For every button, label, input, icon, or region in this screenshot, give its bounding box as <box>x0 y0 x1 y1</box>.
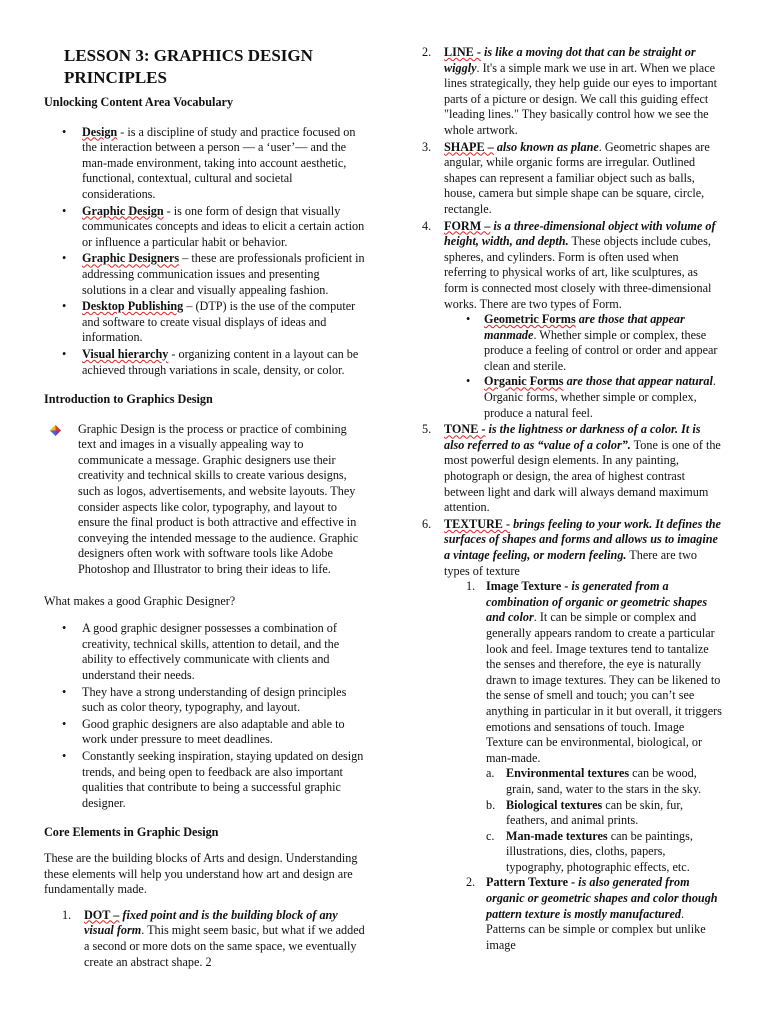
vocab-item <box>82 125 366 203</box>
element-definition: is a three-dimensional object with volume of height, width, and depth. <box>444 218 716 249</box>
vocab-definition: - organizing content in a layout can be achieved through variations in scale, density, or color. <box>82 346 359 377</box>
element-dot <box>62 908 366 970</box>
intro-paragraph: Graphic Design is the process or practice of combining text and images in a visually appealing way to communicate a message. Graphic designers use their creativity and technical skills to create various designs, such as logos, advertisements, and website layouts. They consider aspects like color, typography, and layout to ensure the final product is both attractive and effective in conveying the intended message to the audience. Graphic designers often work with software tools like Adobe Photoshop and Illustrator to bring their ideas to life. <box>78 421 359 577</box>
vocab-item <box>82 251 366 298</box>
kind-text: can be wood, grain, sand, water to the stars in the sky. <box>506 766 702 796</box>
vocab-term: Design <box>82 124 118 139</box>
texture-type-number: 1. <box>466 579 476 594</box>
kind-term: Environmental textures <box>506 766 630 781</box>
element-term: DOT – <box>84 907 120 922</box>
core-intro: These are the building blocks of Arts and design. Understanding these elements will help you understand how art and design are fundamentally made. <box>44 850 358 897</box>
element-tone <box>422 422 722 516</box>
element-definition: fixed point and is the building block of any visual form <box>84 907 338 938</box>
form-type-definition: are those that appear natural <box>563 374 713 389</box>
vocab-definition: - is one form of design that visually communicates concepts and ideas to elicit a certain action or influence a particular habit or behavior. <box>82 203 365 249</box>
vocab-item <box>82 347 366 378</box>
element-definition: is like a moving dot that can be straight or wiggly <box>444 45 696 75</box>
element-number: 4. <box>422 218 432 233</box>
element-term: FORM – <box>444 218 491 233</box>
kind-term: Biological textures <box>506 797 603 812</box>
element-text: . This might seem basic, but what if we added a second or more dots on the same space, we eventually create an abstract shape. 2 <box>84 923 365 969</box>
core-elements-list-right <box>422 45 722 953</box>
image-texture-kind <box>486 766 722 797</box>
form-type-item <box>484 312 722 374</box>
element-number: 2. <box>422 45 432 59</box>
element-definition: also known as plane <box>493 139 599 154</box>
element-definition: brings feeling to your work. It defines the surfaces of shapes and forms and allows us to imagine a vintage feeling, or modern feeling. <box>444 516 721 562</box>
texture-type-number: 2. <box>466 875 476 890</box>
right-column <box>422 0 722 954</box>
element-text: . Geometric shapes are angular, while organic forms are irregular. Outlined shapes can represent a familiar object such as balls, house, camera but simple shape can be square, circle, rectangle. <box>444 139 710 216</box>
texture-type-text: . It can be simple or complex and generally appears random to create a particular look and feel. Image textures tend to tantalize the senses and therefore, the eye is naturally drawn to image textures. They can be likened to the sense of smell and touch; you can’t see anything in particular in it but overall, it triggers emotions and sensations of touch. Image Texture can be environmental, biological, or man-made. <box>486 610 722 765</box>
element-text: Tone is one of the most powerful design elements. In any painting, photograph or design, the area of highest contrast between light and dark will always demand maximum attention. <box>444 437 721 515</box>
texture-type-item <box>466 875 722 953</box>
texture-type-definition: - is also generated from organic or geometric shapes and color though pattern texture is mostly manufactured <box>486 875 718 921</box>
element-number: 3. <box>422 139 432 154</box>
good-designer-heading: What makes a good Graphic Designer? <box>44 593 236 608</box>
element-number: 5. <box>422 422 432 437</box>
form-type-text: . Whether simple or complex, these produce a feeling of control or order and appear clean and sterile. <box>484 327 718 373</box>
element-text: These objects include cubes, spheres, and cylinders. Form is often used when referring to physical works of art, like sculptures, as form is connected most closely with three-dimensional works. There are two types of Form. <box>444 234 712 311</box>
vocab-heading: Unlocking Content Area Vocabulary <box>44 95 234 109</box>
element-number: 1. <box>62 907 72 922</box>
vocab-term: Desktop Publishing <box>82 299 184 314</box>
element-number: 6. <box>422 516 432 531</box>
form-type-term: Geometric Forms <box>484 312 576 327</box>
vocab-term: Graphic Designers <box>82 251 180 266</box>
element-term: TEXTURE - <box>444 516 511 531</box>
image-texture-kinds-list <box>486 766 722 875</box>
element-term: SHAPE – <box>444 139 494 154</box>
intro-heading: Introduction to Graphics Design <box>44 392 213 407</box>
element-texture <box>422 517 722 954</box>
element-term: TONE - <box>444 422 486 437</box>
texture-type-text: . Patterns can be simple or complex but unlike image <box>486 906 706 952</box>
kind-text: can be paintings, illustrations, dies, cloths, papers, typography, photographic effects, etc. <box>506 828 693 874</box>
vocab-definition: – these are professionals proficient in addressing communication issues and presenting solutions in a clear and visually appealing fashion. <box>82 251 365 297</box>
element-line <box>422 45 722 139</box>
form-type-term: Organic Forms <box>484 374 564 389</box>
texture-type-term: Image Texture <box>486 579 562 594</box>
good-designer-item: • A good graphic designer possesses a combination of creativity, technical skills, attention to detail, and the ability to effectively communicate with clients and understand their needs. <box>82 621 366 683</box>
texture-type-item <box>466 579 722 875</box>
vocab-definition: - is a discipline of study and practice focused on the interaction between a person — a ‘user’— and the man-made environment, taking into account aesthetic, functional, contextual, cultural and societal considerations. <box>82 124 356 201</box>
element-definition: is the lightness or darkness of a color. It is also referred to as “value of a color”. <box>444 422 701 452</box>
image-texture-kind <box>486 797 722 829</box>
element-form <box>422 219 722 422</box>
vocab-term: Visual hierarchy <box>82 346 169 361</box>
kind-term: Man-made textures <box>506 828 608 843</box>
good-designer-item: • Good graphic designers are also adaptable and able to work under pressure to meet deadlines. <box>82 717 366 748</box>
element-text: . It's a simple mark we use in art. When we place lines strategically, they help guide our eyes to important parts of a picture or design. We call this guiding effect "leading lines." They basically control how we see the whole artwork. <box>444 60 718 137</box>
good-designer-list <box>44 621 366 811</box>
vocab-definition: – (DTP) is the use of the computer and software to create visual displays of ideas and information. <box>82 299 356 345</box>
diamond-bullet-icon <box>50 425 61 436</box>
kind-letter: a. <box>486 766 495 781</box>
kind-letter: b. <box>486 797 496 812</box>
good-designer-item: • Constantly seeking inspiration, staying updated on design trends, and being open to feedback are also important qualities that contribute to being a successful graphic designer. <box>82 749 366 811</box>
good-designer-item: • They have a strong understanding of design principles such as color theory, typography, and layout. <box>82 685 366 716</box>
kind-letter: c. <box>486 828 495 843</box>
element-text: There are two types of texture <box>444 548 697 578</box>
texture-types-list <box>444 579 722 953</box>
intro-paragraph-block <box>44 422 366 578</box>
vocab-list <box>44 125 366 379</box>
form-type-item <box>484 374 722 421</box>
vocab-item <box>82 204 366 251</box>
form-type-text: . Organic forms, whether simple or complex, produce a natural feel. <box>484 374 716 420</box>
texture-type-definition: - is generated from a combination of organic or geometric shapes and color <box>486 579 708 625</box>
vocab-term: Graphic Design <box>82 203 164 218</box>
left-column <box>44 0 366 971</box>
element-term: LINE - <box>444 45 481 59</box>
vocab-item <box>82 299 366 346</box>
kind-text: can be skin, fur, feathers, and animal prints. <box>506 797 683 828</box>
texture-type-term: Pattern Texture <box>486 875 569 890</box>
image-texture-kind <box>486 828 722 876</box>
core-heading: Core Elements in Graphic Design <box>44 825 219 840</box>
element-shape <box>422 140 722 218</box>
form-types-list <box>444 312 722 421</box>
lesson-title: LESSON 3: GRAPHICS DESIGN PRINCIPLES <box>64 46 313 87</box>
core-elements-list-left <box>44 908 366 970</box>
form-type-definition: are those that appear manmade <box>484 312 685 342</box>
